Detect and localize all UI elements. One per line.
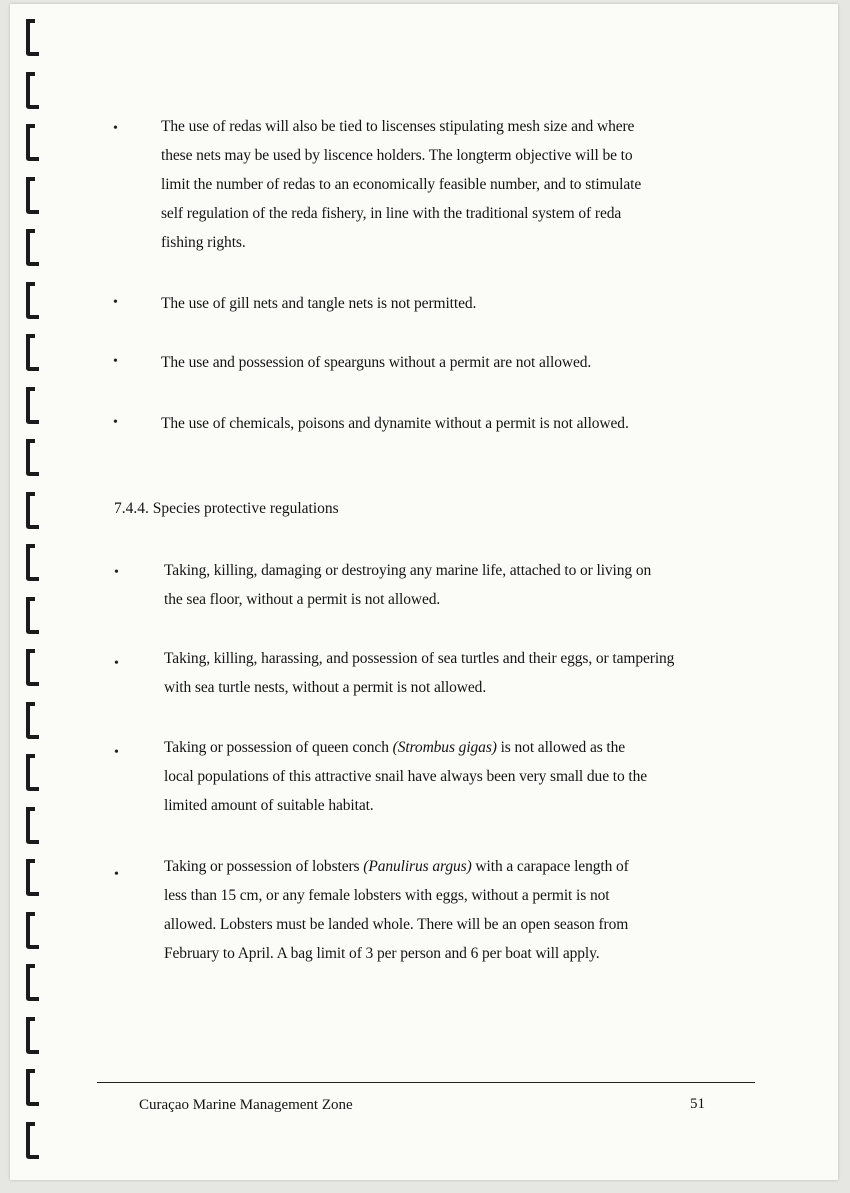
- text-line: Taking, killing, damaging or destroying any marine life, attached to or living on: [164, 562, 652, 579]
- list-item-text: [161, 348, 591, 377]
- footer-divider: [97, 1082, 755, 1083]
- text-line: the sea floor, without a permit is not allowed.: [164, 591, 441, 608]
- species-name: (Panulirus argus): [363, 858, 472, 875]
- bullet-icon: •: [114, 656, 119, 671]
- text-line: local populations of this attractive snail have always been very small due to the: [164, 768, 648, 785]
- text-run: is not allowed as the: [496, 739, 626, 756]
- text-line: Taking, killing, harassing, and possession of sea turtles and their eggs, or tampering: [164, 650, 675, 667]
- text-line: [164, 733, 647, 762]
- text-line: [164, 852, 629, 881]
- bullet-icon: •: [114, 565, 119, 580]
- text-line: fishing rights.: [161, 234, 246, 251]
- list-item-text: [164, 556, 651, 614]
- text-line: self regulation of the reda fishery, in line with the traditional system of reda: [161, 205, 622, 222]
- list-item-text: [161, 289, 476, 318]
- text-line: less than 15 cm, or any female lobsters with eggs, without a permit is not: [164, 887, 610, 904]
- text-line: with sea turtle nests, without a permit is not allowed.: [164, 679, 487, 696]
- bullet-icon: •: [114, 745, 119, 760]
- text-line: these nets may be used by liscence holders. The longterm objective will be to: [161, 147, 633, 164]
- text-line: The use of chemicals, poisons and dynamite without a permit is not allowed.: [161, 415, 629, 432]
- bullet-icon: •: [113, 295, 118, 310]
- text-line: February to April. A bag limit of 3 per person and 6 per boat will apply.: [164, 945, 600, 962]
- bullet-icon: •: [113, 121, 118, 136]
- list-item-text: [164, 644, 674, 702]
- text-line: allowed. Lobsters must be landed whole. There will be an open season from: [164, 916, 629, 933]
- species-name: (Strombus gigas): [392, 739, 497, 756]
- text-line: The use and possession of spearguns without a permit are not allowed.: [161, 354, 592, 371]
- bullet-icon: •: [113, 354, 118, 369]
- text-line: The use of redas will also be tied to liscenses stipulating mesh size and where: [161, 118, 635, 135]
- list-item-text: [164, 733, 647, 820]
- bullet-icon: •: [113, 415, 118, 430]
- text-line: limit the number of redas to an economically feasible number, and to stimulate: [161, 176, 642, 193]
- text-line: limited amount of suitable habitat.: [164, 797, 374, 814]
- text-line: The use of gill nets and tangle nets is not permitted.: [161, 295, 477, 312]
- section-heading: 7.4.4. Species protective regulations: [114, 500, 339, 517]
- page-number: 51: [690, 1096, 705, 1112]
- footer-title: Curaçao Marine Management Zone: [139, 1097, 353, 1113]
- text-run: with a carapace length of: [471, 858, 629, 875]
- text-run: Taking or possession of queen conch: [164, 739, 393, 756]
- list-item-text: [164, 852, 629, 968]
- list-item-text: [161, 112, 641, 257]
- bullet-icon: •: [114, 867, 119, 882]
- text-run: Taking or possession of lobsters: [164, 858, 364, 875]
- list-item-text: [161, 409, 629, 438]
